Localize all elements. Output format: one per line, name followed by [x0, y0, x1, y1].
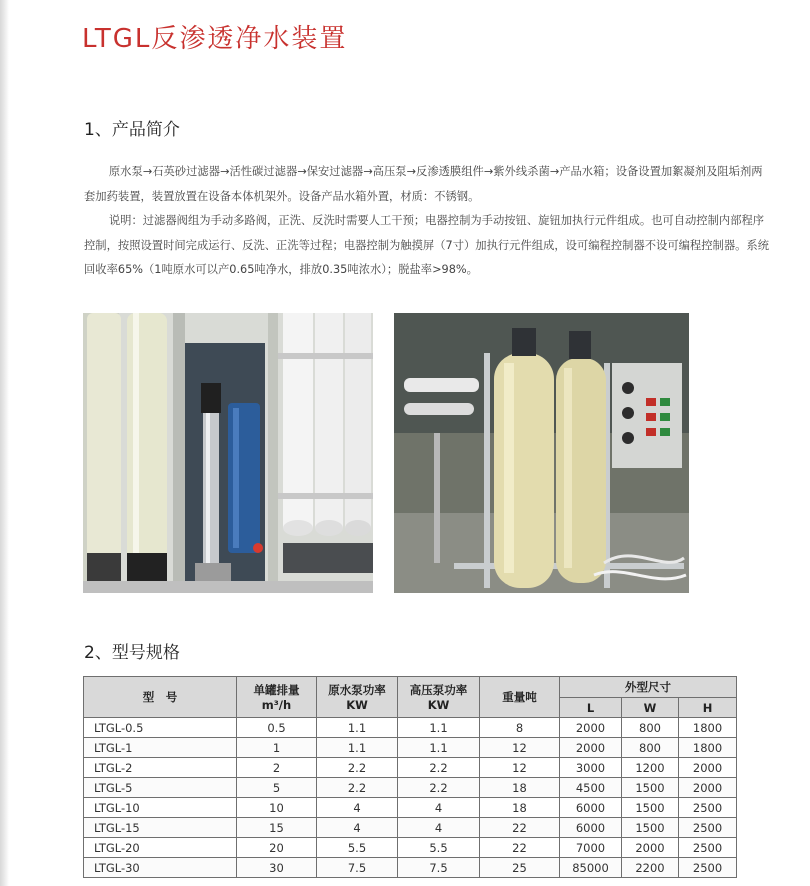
- header-raw-pump-label: 原水泵功率: [328, 683, 386, 697]
- cell-height: 2000: [679, 778, 737, 798]
- cell-flow: 0.5: [237, 718, 317, 738]
- cell-weight: 12: [480, 738, 560, 758]
- intro-paragraph-notes: 说明：过滤器阀组为手动多路阀，正洗、反洗时需要人工干预；电器控制为手动按钮、旋钮加执行元件组成。也可自动控制内部程序控制，按照设置时间完成运行、反洗、正洗等过程；电器控制为触摸屏（7寸）加执行元件组成，设可编程控制器不设可编程控制器。系统回收率65%（1吨原水可以产0.65吨净水，排放0.35吨浓水）；脱盐率>98%。: [84, 214, 770, 276]
- cell-raw-pump: 1.1: [317, 718, 398, 738]
- spec-table-body: [84, 718, 737, 878]
- cell-raw-pump: 5.5: [317, 838, 398, 858]
- cell-model: LTGL-20: [84, 838, 237, 858]
- cell-hp-pump: 4: [398, 798, 480, 818]
- section-heading-intro: 1、产品简介: [84, 120, 180, 140]
- header-model: 型 号: [84, 677, 237, 718]
- cell-weight: 22: [480, 838, 560, 858]
- cell-weight: 25: [480, 858, 560, 878]
- cell-height: 2000: [679, 758, 737, 778]
- header-weight: 重量吨: [480, 677, 560, 718]
- cell-flow: 5: [237, 778, 317, 798]
- header-length: L: [560, 698, 622, 718]
- header-height: H: [679, 698, 737, 718]
- cell-flow: 30: [237, 858, 317, 878]
- cell-width: 800: [622, 738, 679, 758]
- table-row: [84, 798, 737, 818]
- cell-weight: 18: [480, 778, 560, 798]
- table-row: [84, 838, 737, 858]
- cell-raw-pump: 2.2: [317, 778, 398, 798]
- cell-height: 1800: [679, 738, 737, 758]
- cell-width: 1200: [622, 758, 679, 778]
- cell-flow: 2: [237, 758, 317, 778]
- cell-hp-pump: 1.1: [398, 718, 480, 738]
- header-hp-pump-unit: KW: [427, 698, 450, 712]
- cell-model: LTGL-30: [84, 858, 237, 878]
- spec-table: [83, 676, 737, 878]
- cell-length: 7000: [560, 838, 622, 858]
- table-row: [84, 738, 737, 758]
- cell-weight: 12: [480, 758, 560, 778]
- cell-length: 2000: [560, 718, 622, 738]
- cell-height: 2500: [679, 798, 737, 818]
- cell-length: 2000: [560, 738, 622, 758]
- cell-length: 85000: [560, 858, 622, 878]
- product-intro: [84, 160, 769, 283]
- cell-width: 800: [622, 718, 679, 738]
- intro-paragraph-process: 原水泵→石英砂过滤器→活性碳过滤器→保安过滤器→高压泵→反渗透膜组件→紫外线杀菌→产品水箱；设备设置加絮凝剂及阻垢剂两套加药装置，装置放置在设备本体机架外。设备产品水箱外置，材质：不锈钢。: [84, 165, 763, 203]
- cell-flow: 15: [237, 818, 317, 838]
- header-dimensions: 外型尺寸: [560, 677, 737, 698]
- header-flow-unit: m³/h: [261, 698, 292, 712]
- cell-raw-pump: 4: [317, 798, 398, 818]
- cell-length: 4500: [560, 778, 622, 798]
- cell-model: LTGL-10: [84, 798, 237, 818]
- cell-length: 6000: [560, 818, 622, 838]
- section-heading-specs: 2、型号规格: [84, 643, 180, 663]
- header-hp-pump-label: 高压泵功率: [409, 683, 468, 697]
- cell-width: 1500: [622, 798, 679, 818]
- cell-width: 1500: [622, 778, 679, 798]
- cell-model: LTGL-1: [84, 738, 237, 758]
- table-row: [84, 858, 737, 878]
- cell-flow: 10: [237, 798, 317, 818]
- cell-weight: 22: [480, 818, 560, 838]
- header-flow-label: 单罐排量: [253, 683, 300, 697]
- table-row: [84, 758, 737, 778]
- cell-width: 1500: [622, 818, 679, 838]
- cell-hp-pump: 2.2: [398, 758, 480, 778]
- cell-hp-pump: 7.5: [398, 858, 480, 878]
- table-row: [84, 778, 737, 798]
- cell-hp-pump: 1.1: [398, 738, 480, 758]
- table-row: [84, 818, 737, 838]
- cell-model: LTGL-2: [84, 758, 237, 778]
- page-title: LTGL反渗透净水装置: [82, 24, 348, 54]
- cell-raw-pump: 2.2: [317, 758, 398, 778]
- cell-width: 2200: [622, 858, 679, 878]
- cell-model: LTGL-0.5: [84, 718, 237, 738]
- cell-flow: 20: [237, 838, 317, 858]
- cell-flow: 1: [237, 738, 317, 758]
- cell-model: LTGL-5: [84, 778, 237, 798]
- cell-width: 2000: [622, 838, 679, 858]
- cell-model: LTGL-15: [84, 818, 237, 838]
- header-flow: [237, 677, 317, 718]
- header-width: W: [622, 698, 679, 718]
- cell-weight: 18: [480, 798, 560, 818]
- cell-hp-pump: 5.5: [398, 838, 480, 858]
- cell-weight: 8: [480, 718, 560, 738]
- cell-hp-pump: 4: [398, 818, 480, 838]
- page-edge-shadow: [0, 0, 9, 886]
- cell-length: 6000: [560, 798, 622, 818]
- table-row: [84, 718, 737, 738]
- cell-height: 2500: [679, 818, 737, 838]
- cell-length: 3000: [560, 758, 622, 778]
- cell-height: 2500: [679, 858, 737, 878]
- product-photo-cabinet: [83, 313, 373, 593]
- header-raw-pump: [317, 677, 398, 718]
- cell-raw-pump: 1.1: [317, 738, 398, 758]
- header-hp-pump: [398, 677, 480, 718]
- cell-height: 1800: [679, 718, 737, 738]
- cell-hp-pump: 2.2: [398, 778, 480, 798]
- cell-height: 2500: [679, 838, 737, 858]
- cell-raw-pump: 4: [317, 818, 398, 838]
- product-photo-skid: [394, 313, 689, 593]
- cell-raw-pump: 7.5: [317, 858, 398, 878]
- header-raw-pump-unit: KW: [346, 698, 368, 712]
